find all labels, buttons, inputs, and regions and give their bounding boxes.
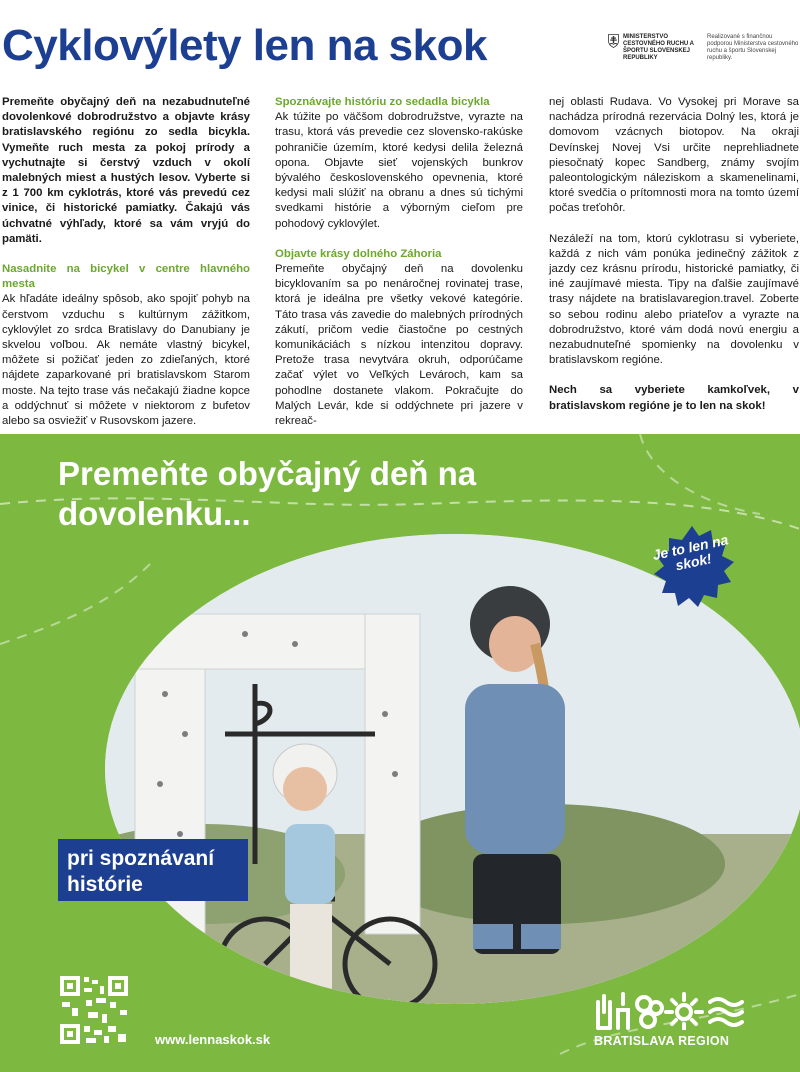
theme-banner: pri spoznávaní histórie xyxy=(58,839,248,901)
badge-text: Je to len na skok! xyxy=(650,531,730,574)
column-2 xyxy=(275,95,523,429)
section-heading-history: Spoznávajte históriu zo sedadla bicykla xyxy=(275,96,490,108)
slogan-badge xyxy=(648,524,736,612)
paragraph-rudava: nej oblasti Rudava. Vo Vysokej pri Morave sa nachádza prírodná rezervácia Dolný les, ktorá je domovom vzácnych biotopov. Na okraji Devínskej Novej Vsi určite neprehliadnete piesočnatý kopec Sandberg, známy svojím paleontologickým náleziskom a skamenelinami, ktoré svedčia o prítomnosti mora na tomto území počas treťohôr. xyxy=(549,96,799,215)
funding-note: Realizované s finančnou podporou Ministerstva cestovného ruchu a športu Slovenskej republiky. xyxy=(707,34,799,61)
column-1 xyxy=(2,95,250,429)
qr-code-icon[interactable] xyxy=(58,974,130,1046)
column-3 xyxy=(549,95,799,414)
ad-slogan: Premeňte obyčajný deň na dovolenku... xyxy=(58,455,477,532)
paragraph-tips: Nezáleží na tom, ktorú cyklotrasu si vyberiete, každá z nich vám ponúka jedinečný zážitok z jazdy cez krásnu prírodu, historické pamiatky, či iné zaujímavé miesta. Tipy na ďalšie zaujímavé trasy nájdete na bratislavaregion.travel. Zoberte so sebou rodinu alebo priateľov a vyrazte na dobrodružstvo, ktoré vám dodá novú energiu a nezabudnuteľné spomienky na dovolenku v bratislavskom regióne. xyxy=(549,232,799,367)
section-heading-city: Nasadnite na bicykel v centre hlavného mesta xyxy=(2,263,250,291)
paragraph-zahorie: Premeňte obyčajný deň na dovolenku bicyklovaním sa po nenáročnej rovinatej trase, ktorá je ideálna pre všetky vekové kategórie. Táto trasa vás zavedie do malebných prírodných zákutí, pričom vedie čiastočne po cestných komunikáciách s nízkou intenzitou dopravy. Pretože trasa nevytvára okruh, odporúčame začať výlet vo Veľkých Levároch, kam sa pohodlne dostanete vlakom. Pokračujte do Malých Levár, kde si oddýchnete pri jazere v rekreač- xyxy=(275,263,523,428)
ministry-logo xyxy=(608,34,703,62)
paragraph-history: Ak túžite po väčšom dobrodružstve, vyrazte na trasu, ktorá vás prevedie cez slovensko-rakúske pohraničie územím, ktoré kedysi delila železná opona. Objavte sieť vojenských bunkrov bývalého československého opevnenia, ktoré kedysi mali slúžiť na obranu a dnes sú tichými svedkami histórie a výborným cieľom pre pohodový cyklovýlet. xyxy=(275,111,523,230)
slovak-coat-of-arms-icon xyxy=(608,34,619,48)
region-wordmark: BRATISLAVA REGION xyxy=(594,1034,730,1048)
section-heading-zahorie: Objavte krásy dolného Záhoria xyxy=(275,247,442,260)
lead-paragraph: Premeňte obyčajný deň na nezabudnuteľné dovolenkové dobrodružstvo a objavte krásy bratislavského regiónu zo sedla bicykla. Vymeňte ruch mesta za pokoj prírody a vychutnajte si čerstvý vzduch v okolí malebných miest a hustých lesov. Vyberte si z 1 700 km cyklotrás, ktoré vás prevedú cez vinice, či historické pamiatky. Čakajú vás úchvatné výhľady, ktoré sa vám vryjú do pamäti. xyxy=(2,96,250,245)
closing-line: Nech sa vyberiete kamkoľvek, v bratislavskom regióne je to len na skok! xyxy=(549,384,799,412)
header xyxy=(0,0,800,95)
bratislava-region-logo-icon xyxy=(594,990,744,1030)
paragraph-city: Ak hľadáte ideálny spôsob, ako spojiť pohyb na čerstvom vzduchu s kultúrnym zážitkom, cyklovýlet zo srdca Bratislavy do Danubiany je skvelou voľbou. Ak nemáte vlastný bicykel, môžete si požičať jeden zo zdieľaných, ktoré nájdete zaparkované pri bratislavskom Starom moste. Na tejto trase vás nečakajú žiadne kopce a oddýchnuť si môžete v niektorom z bufetov alebo sa osviežiť v Rusovskom jazere. xyxy=(2,293,250,428)
article-columns xyxy=(0,95,800,440)
ministry-name: MINISTERSTVO CESTOVNÉHO RUCHU A ŠPORTU SLOVENSKEJ REPUBLIKY xyxy=(623,34,694,61)
website-link[interactable]: www.lennaskok.sk xyxy=(155,1032,271,1047)
ad-panel xyxy=(0,434,800,1072)
page-title: Cyklovýlety len na skok xyxy=(2,21,487,70)
